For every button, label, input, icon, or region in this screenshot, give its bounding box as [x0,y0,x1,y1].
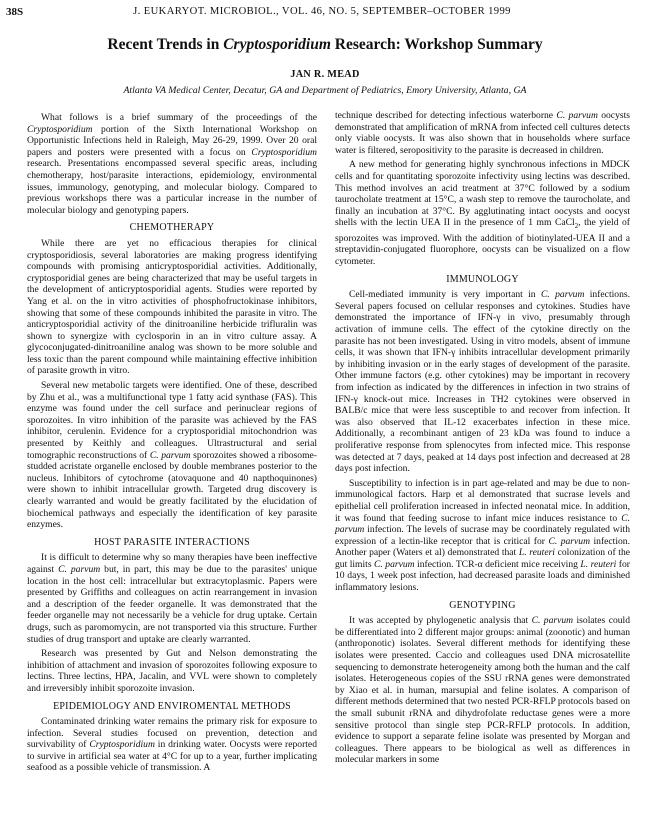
running-head: J. EUKARYOT. MICROBIOL., VOL. 46, NO. 5, SEPTEMBER–OCTOBER 1999 [133,6,511,17]
body-paragraph: While there are yet no efficacious therapies for clinical cryptosporidiosis, several laboratories are making progress identifying compounds with promising anticryptosporidial activities. Additionally, cryptosporidial genes are being characterized that may be useful targets in the development of anticryptosporidial agents. Studies were reported by Yang et al. on the in vitro activities of phosphofructokinase inhibitors, showing that some of these compounds inhibited the parasite in vitro. The anticryptosporidial activity of the dinitroaniline herbicide trifluralin was shown to synergize with cyclosporin in an in vitro culture assay. A glycoconjugated-dinitroaniline analog was shown to be more soluble and less toxic than the parent compound while maintaining effective inhibition of parasite growth in vitro. [27,237,317,377]
section-heading: CHEMOTHERAPY [129,222,215,234]
article-title: Recent Trends in Cryptosporidium Research: Workshop Summary [107,36,543,53]
body-paragraph: Several new metabolic targets were identified. One of these, described by Zhu et al., was a multifunctional type 1 fatty acid synthase (FAS). This enzyme was found under the cell surface and perinuclear regions of sporozoites. In vitro inhibition of the parasite was achieved by the FAS inhibitor, cerulenin. Evidence for a cryptosporidial mitochondrion was presented by Keithly and colleagues. Ultrastructural and serial tomographic reconstructions of C. parvum sporozoites showed a ribosome-studded acristate organelle enclosed by double membranes posterior to the nucleus. Inhibitors of cytochrome (atovaquone and 40 napthoquinones) were shown to inhibit intracellular growth. Targeted drug discovery is clearly warranted and would be greatly facilitated by the elucidation of biochemical pathways and especially the identification of key parasite enzymes. [27,380,317,531]
right-column [335,110,630,766]
section-heading: HOST PARASITE INTERACTIONS [94,536,250,548]
body-paragraph: It was accepted by phylogenetic analysis that C. parvum isolates could be differentiated into 2 different major groups: animal (zoonotic) and human (anthroponotic) isolates. Several different methods for identifying these isolates were presented. Caccio and colleagues used DNA microsatellite sequencing to demonstrate heterogeneity among both the human and the calf isolates. Heterogeneous copies of the SSU rRNA genes were demonstrated by Xiao et al. in human, marsupial and feline isolates. A comparison of different methods determined that two nested PCR-RFLP protocols based on the small subunit rRNA and dihydrofolate reductase genes were a more sensitive protocol than single step PCR-RFLP protocols. In addition, evidence to support a separate feline isolate was presented by Morgan and colleagues. There appears to be biological as well as differences in molecular markers in some [335,615,631,766]
body-paragraph: Research was presented by Gut and Nelson demonstrating the inhibition of attachment and invasion of sporozoites following exposure to lectins. Three lectins, HPA, Jacalin, and VVL were shown to completely and irreversibly inhibit sporozoite invasion. [27,648,317,694]
body-paragraph: Susceptibility to infection is in part age-related and may be due to non-immunological factors. Harp et al demonstrated that sucrase levels and epithelial cell proliferation increased in infected neonatal mice. In addition, it was found that feeding sucrose to infant mice induces resistance to C. parvum infection. The levels of sucrase may be coordinately regulated with expression of a lectin-like receptor that is critical for C. parvum infection. Another paper (Waters et al) demonstrated that L. reuteri colonization of the gut limits C. parvum infection. TCR-α deficient mice receiving L. reuteri for 10 days, 1 week post infection, had decreased parasite loads and diminished inflammatory lesions. [335,477,631,594]
body-paragraph: Contaminated drinking water remains the primary risk for exposure to infection. Several studies focused on prevention, detection and survivability of Cryptosporidium in drinking water. Oocysts were reported to survive in artificial sea water at 4°C for up to a year, further implicating seafood as a possible vehicle of transmission. A [27,716,317,774]
page-number: 38S [6,6,24,18]
section-heading: EPIDEMIOLOGY AND ENVIROMENTAL METHODS [53,700,291,712]
body-paragraph: What follows is a brief summary of the proceedings of the Cryptosporidium portion of the Sixth International Workshop on Opportunistic Infections held in Raleigh, May 26-29, 1999. Over 20 oral papers and posters were presented with a focus on Cryptosporidium research. Presentations encompassed several specific areas, including chemotherapy, host/parasite interactions, epidemiology, environmental issues, immunology, genotyping, and molecular biology. Compared to previous workshops there was a particular increase in the number of molecular biology and genotyping papers. [27,112,317,216]
left-column [27,112,317,774]
body-paragraph: It is difficult to determine why so many therapies have been ineffective against C. parvum but, in part, this may be due to the parasites' unique location in the host cell: intracellular but extracytoplasmic. Papers were presented by Griffiths and colleagues on actin rearrangement in invasion and a description of the feeder organelle. It was demonstrated that the feeder organelle may not necessarily be a vehicle for drug uptake. Certain drugs, such as paromomycin, are not transported via this structure. Further studies of drug transport and uptake are clearly warranted. [27,552,317,645]
section-heading: IMMUNOLOGY [446,273,519,285]
body-paragraph: Cell-mediated immunity is very important in C. parvum infections. Several papers focused on cellular responses and cytokines. Studies have demonstrated the importance of IFN-γ in vivo, presumably through activation of immune cells. The effect of the cytokine directly on the parasite has not been investigated. Using in vitro models, absent of immune cells, it was shown that IFN-γ inhibits intracellular development primarily by inhibiting invasion or in the early stages of development of the parasite. Other immune factors (e.g. other cytokines) may be important in recovery from infection as indicated by the differences in infection in two strains of IFN-γ knock-out mice. Increases in TH2 cytokines were observed in BALB/c mice that were less susceptible to and recover from infection. It was also observed that IL-12 exacerbates infection in these mice. Additionally, a recombinant antigen of 23 kDa was found to induce a proliferative response from splenocytes from infected mice. This response was detected at 7 days, peaked at 14 days post infection and decreased at 28 days post infection. [335,289,630,475]
article-author: JAN R. MEAD [290,69,360,80]
section-heading: GENOTYPING [449,599,516,611]
body-paragraph: technique described for detecting infectious waterborne C. parvum oocysts demonstrated that amplification of mRNA from infected cell cultures detects only viable oocysts. It was also shown that in households where surface water is filtered, seropositivity to the parasite is decreased in children. [335,110,630,156]
body-paragraph: A new method for generating highly synchronous infections in MDCK cells and for quantitating sporozoite infectivity using lectins was described. This method involves an acid treatment at 37°C followed by a sodium taurocholate treatment at 15°C, a wash step to remove the taurocholate, and finally an incubation at 37°C. By agglutinating intact oocysts and oocyst shells with the lectin UEA II in the presence of 1 mm CaCl$_2$, the yield of sporozoites was improved. With the addition of biotinylated-UEA II and a streptavidin-conjugated fluorophore, oocysts can be visualized on a flow cytometer. [335,159,630,268]
author-affiliation: Atlanta VA Medical Center, Decatur, GA and Department of Pediatrics, Emory University, Atlanta, GA [123,85,527,96]
